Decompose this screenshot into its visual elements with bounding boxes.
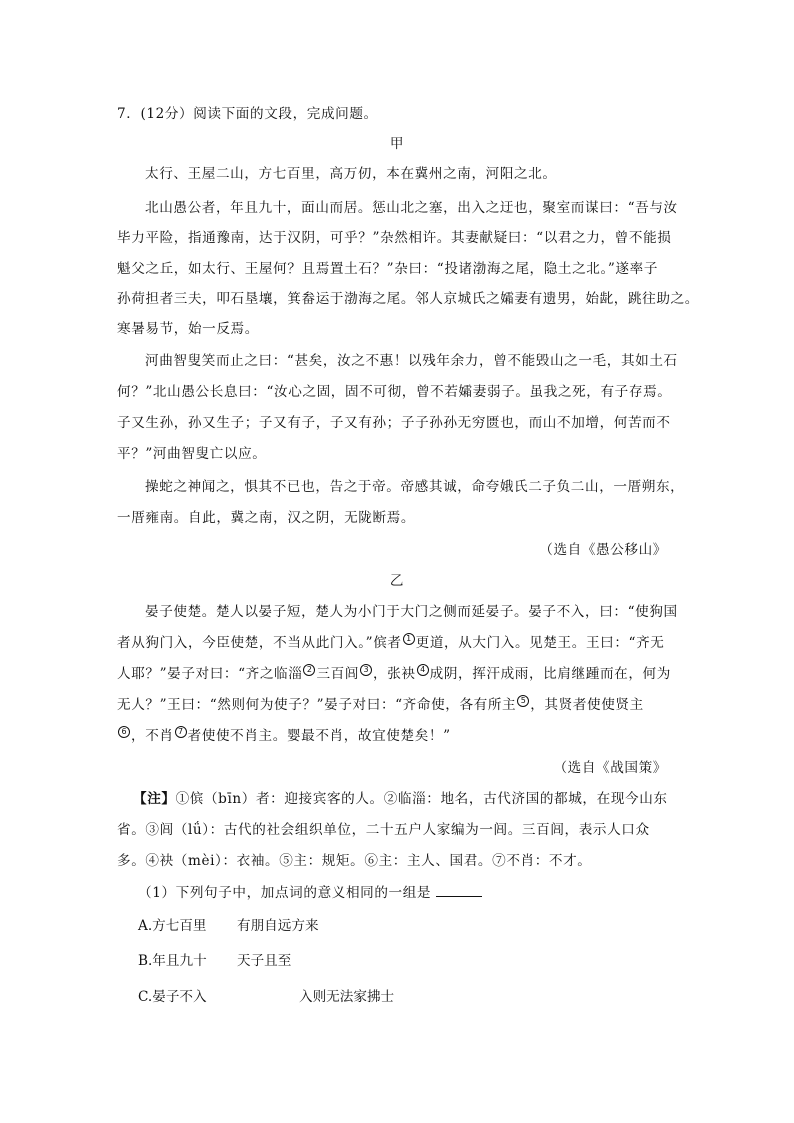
passage-b-line (117, 633, 677, 653)
option-right: 有朋自远方来 (237, 918, 319, 934)
passage-a-line: 寒暑易节，始一反焉。 (117, 321, 259, 337)
passage-b-source: （选自《战国策》 (553, 760, 667, 776)
footnote-marker: 1 (403, 633, 415, 645)
footnote-marker: 5 (517, 695, 529, 707)
passage-b-line: 晏子使楚。楚人以晏子短，楚人为小门于大门之侧而延晏子。晏子不入，曰：“使狗国 (145, 604, 678, 620)
footnote-marker: 4 (417, 664, 429, 676)
passage-b-title: 乙 (389, 573, 405, 589)
option-left: A.方七百里 (138, 918, 207, 934)
footnote-marker: 7 (175, 726, 187, 738)
footnote-marker: 2 (303, 664, 315, 676)
passage-a-line: 北山愚公者，年且九十，面山而居。惩山北之塞，出入之迂也，聚室而谋曰：“吾与汝 (145, 200, 678, 216)
note-line (133, 789, 693, 809)
option-left: B.年且九十 (138, 953, 207, 969)
text-run: 更道，从大门入。见楚王。王曰：“齐无 (415, 635, 665, 651)
text-run: （1）下列句子中，加点词的意义相同的一组是 (138, 885, 432, 901)
passage-b-line (117, 695, 677, 715)
subquestion-stem (138, 883, 698, 903)
text-run: ，其贤者使使贤主 (530, 697, 644, 713)
text-run: 三百闾 (316, 666, 360, 682)
text-run: 成阴，挥汗成雨，比肩继踵而在，何为 (429, 666, 671, 682)
passage-a-line: 河曲智叟笑而止之曰：“甚矣，汝之不惠！以残年余力，曾不能毁山之一毛，其如土石 (145, 353, 678, 369)
text-run: 者从狗门入，今臣使楚，不当从此门入。”傧者 (117, 635, 402, 651)
passage-b-line (117, 726, 677, 746)
passage-a-line: 子又生孙，孙又生子；子又有子，子又有孙；子子孙孙无穷匮也，而山不加增，何苦而不 (117, 415, 671, 431)
text-run: ，张袂 (373, 666, 416, 682)
passage-b-line (117, 664, 677, 684)
text-run: 者使使不肖主。婴最不肖，故宜使楚矣！” (187, 728, 451, 744)
passage-a-source: （选自《愚公移山》 (539, 542, 667, 558)
option-right: 天子且至 (237, 953, 292, 969)
passage-a-line: 平？”河曲智叟亡以应。 (117, 446, 267, 462)
passage-a-line: 操蛇之神闻之，惧其不已也，告之于帝。帝感其诚，命夸娥氏二子负二山，一厝朔东， (145, 479, 685, 495)
text-run: 无人？”王曰：“然则何为使子？”晏子对曰：“齐命使，各有所主 (117, 697, 517, 713)
option-right: 入则无法家拂士 (299, 989, 395, 1005)
footnote-marker: 3 (360, 664, 372, 676)
passage-a-line: 一厝雍南。自此，冀之南，汉之阴，无陇断焉。 (117, 510, 416, 526)
text-run: ①傧（bīn）者：迎接宾客的人。②临淄：地名，古代济国的都城，在现今山东 (175, 791, 668, 807)
passage-a-line: 魁父之丘，如太行、王屋何？且焉置土石？”杂曰：“投诸渤海之尾，隐土之北。”遂率子 (117, 261, 659, 277)
passage-a-line: 太行、王屋二山，方七百里，高万仞，本在冀州之南，河阳之北。 (145, 166, 557, 182)
question-header: 7．(12分）阅读下面的文段，完成问题。 (117, 106, 378, 122)
note-line: 多。④袂（mèi）：衣袖。⑤主：规矩。⑥主：主人、国君。⑦不肖：不才。 (117, 853, 592, 869)
option-left: C.晏子不入 (138, 989, 207, 1005)
footnote-marker: 6 (118, 726, 130, 738)
passage-a-line: 何？”北山愚公长息曰：“汝心之固，固不可彻，曾不若孀妻弱子。虽我之死，有子存焉。 (117, 384, 672, 400)
text-run: 人耶？”晏子对曰：“齐之临淄 (117, 666, 303, 682)
passage-a-line: 孙荷担者三夫，叩石垦壤，箕畚运于渤海之尾。邻人京城氏之孀妻有遗男，始龀，跳往助之。 (117, 291, 699, 307)
answer-blank[interactable] (436, 884, 482, 897)
text-run: ，不肖 (131, 728, 174, 744)
passage-a-title: 甲 (389, 136, 405, 152)
passage-a-line: 毕力平险，指通豫南，达于汉阴，可乎？”杂然相许。其妻献疑曰：“以君之力，曾不能损 (117, 230, 672, 246)
note-label: 【注】 (133, 791, 176, 807)
note-line: 省。③闾（lǘ）：古代的社会组织单位，二十五户人家编为一闾。三百闾，表示人口众 (117, 822, 650, 838)
